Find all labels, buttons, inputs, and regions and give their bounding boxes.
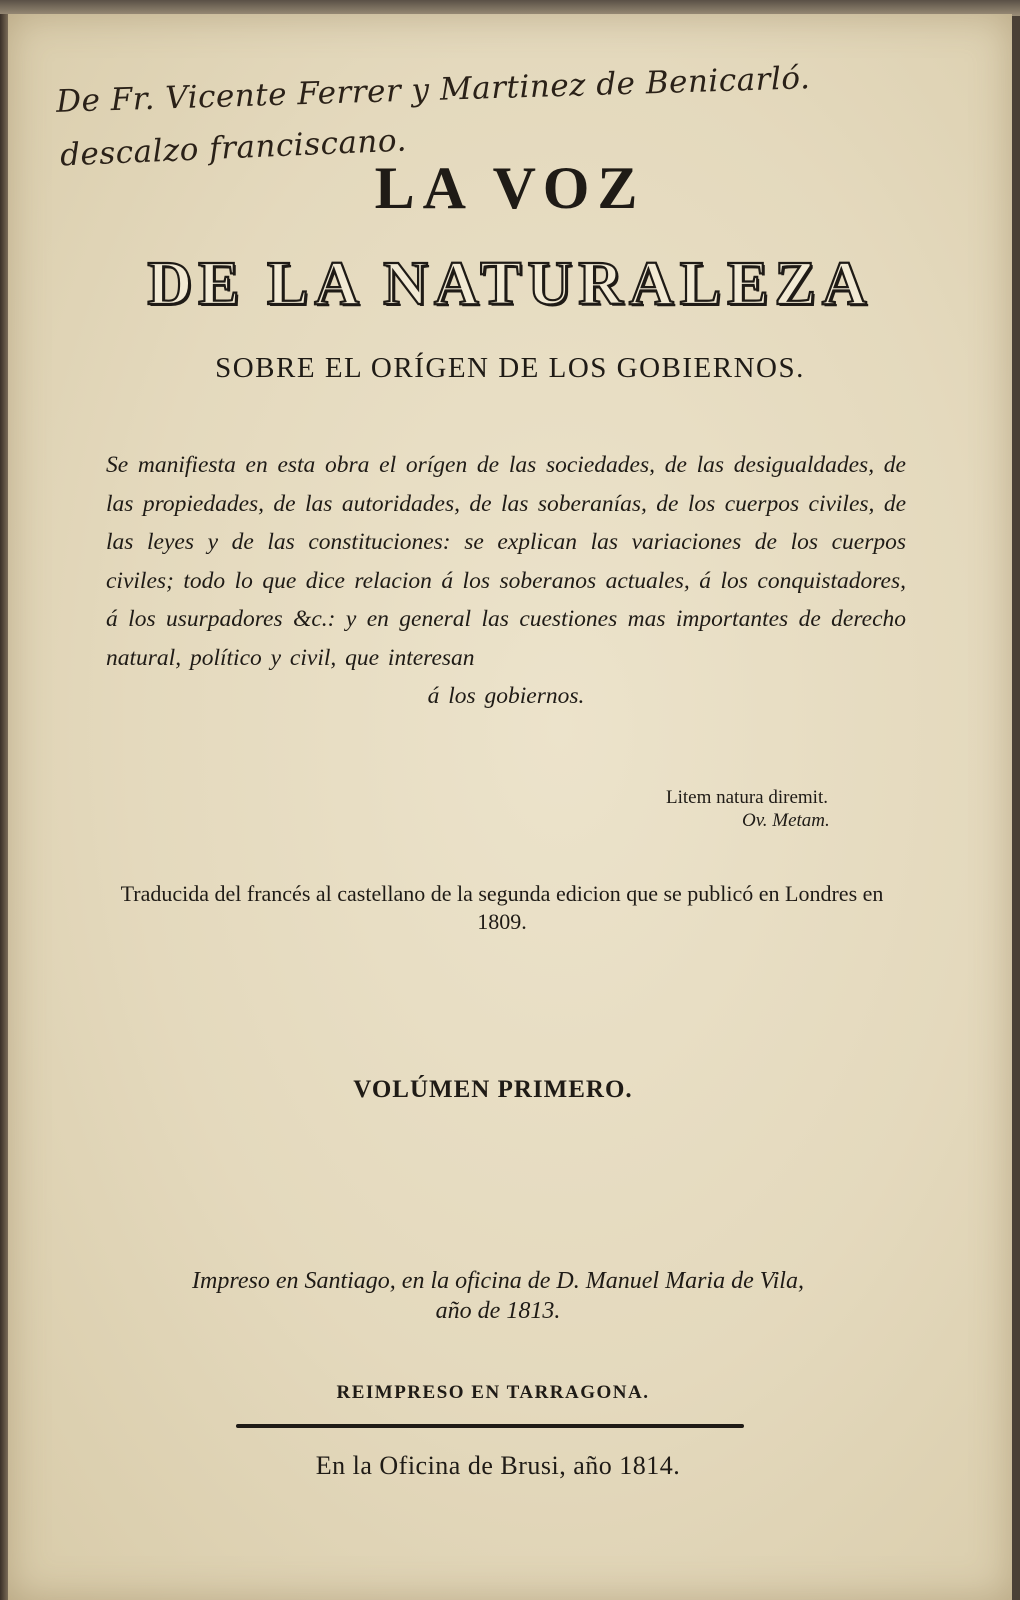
handwritten-inscription-line1: De Fr. Vicente Ferrer y Martinez de Benicarló. [55,60,811,120]
volume-label: VOLÚMEN PRIMERO. [353,1076,633,1103]
description-last-line: á los gobiernos. [427,683,585,709]
title-page [8,14,1012,1600]
imprint-line2: año de 1813. [435,1298,561,1324]
printing-office: En la Oficina de Brusi, año 1814. [315,1451,681,1480]
subtitle: SOBRE EL ORÍGEN DE LOS GOBIERNOS. [215,352,805,384]
description-body: Se manifiesta en esta obra el orígen de las sociedades, de las desigualdades, de las propiedades, de las autoridades, de las soberanías, de los cuerpos civiles, de las leyes y de las constituciones: se explican las variaciones de los cuerpos civiles; todo lo que dice relacion á los soberanos actuales, á los conquistadores, á los usurpadores &c.: y en general las cuestiones mas importantes de derecho natural, político y civil, que interesan [106,452,906,671]
translation-note: Traducida del francés al castellano de la segunda edicion que se publicó en Londres en 1809. [120,881,884,934]
description [106,446,906,716]
motto [666,786,830,832]
reprint-label: REIMPRESO EN TARRAGONA. [336,1382,650,1403]
motto-quote: Litem natura diremit. [666,787,828,808]
title-line2: DE LA NATURALEZA [147,250,873,318]
divider-rule [236,1424,744,1428]
motto-source: Ov. Metam. [742,810,830,831]
imprint [108,1266,888,1326]
imprint-line1: Impreso en Santiago, en la oficina de D. Manuel Maria de Vila, [192,1268,804,1294]
title-line1: LA VOZ [374,155,646,221]
handwritten-inscription-line2: descalzo franciscano. [59,122,408,174]
